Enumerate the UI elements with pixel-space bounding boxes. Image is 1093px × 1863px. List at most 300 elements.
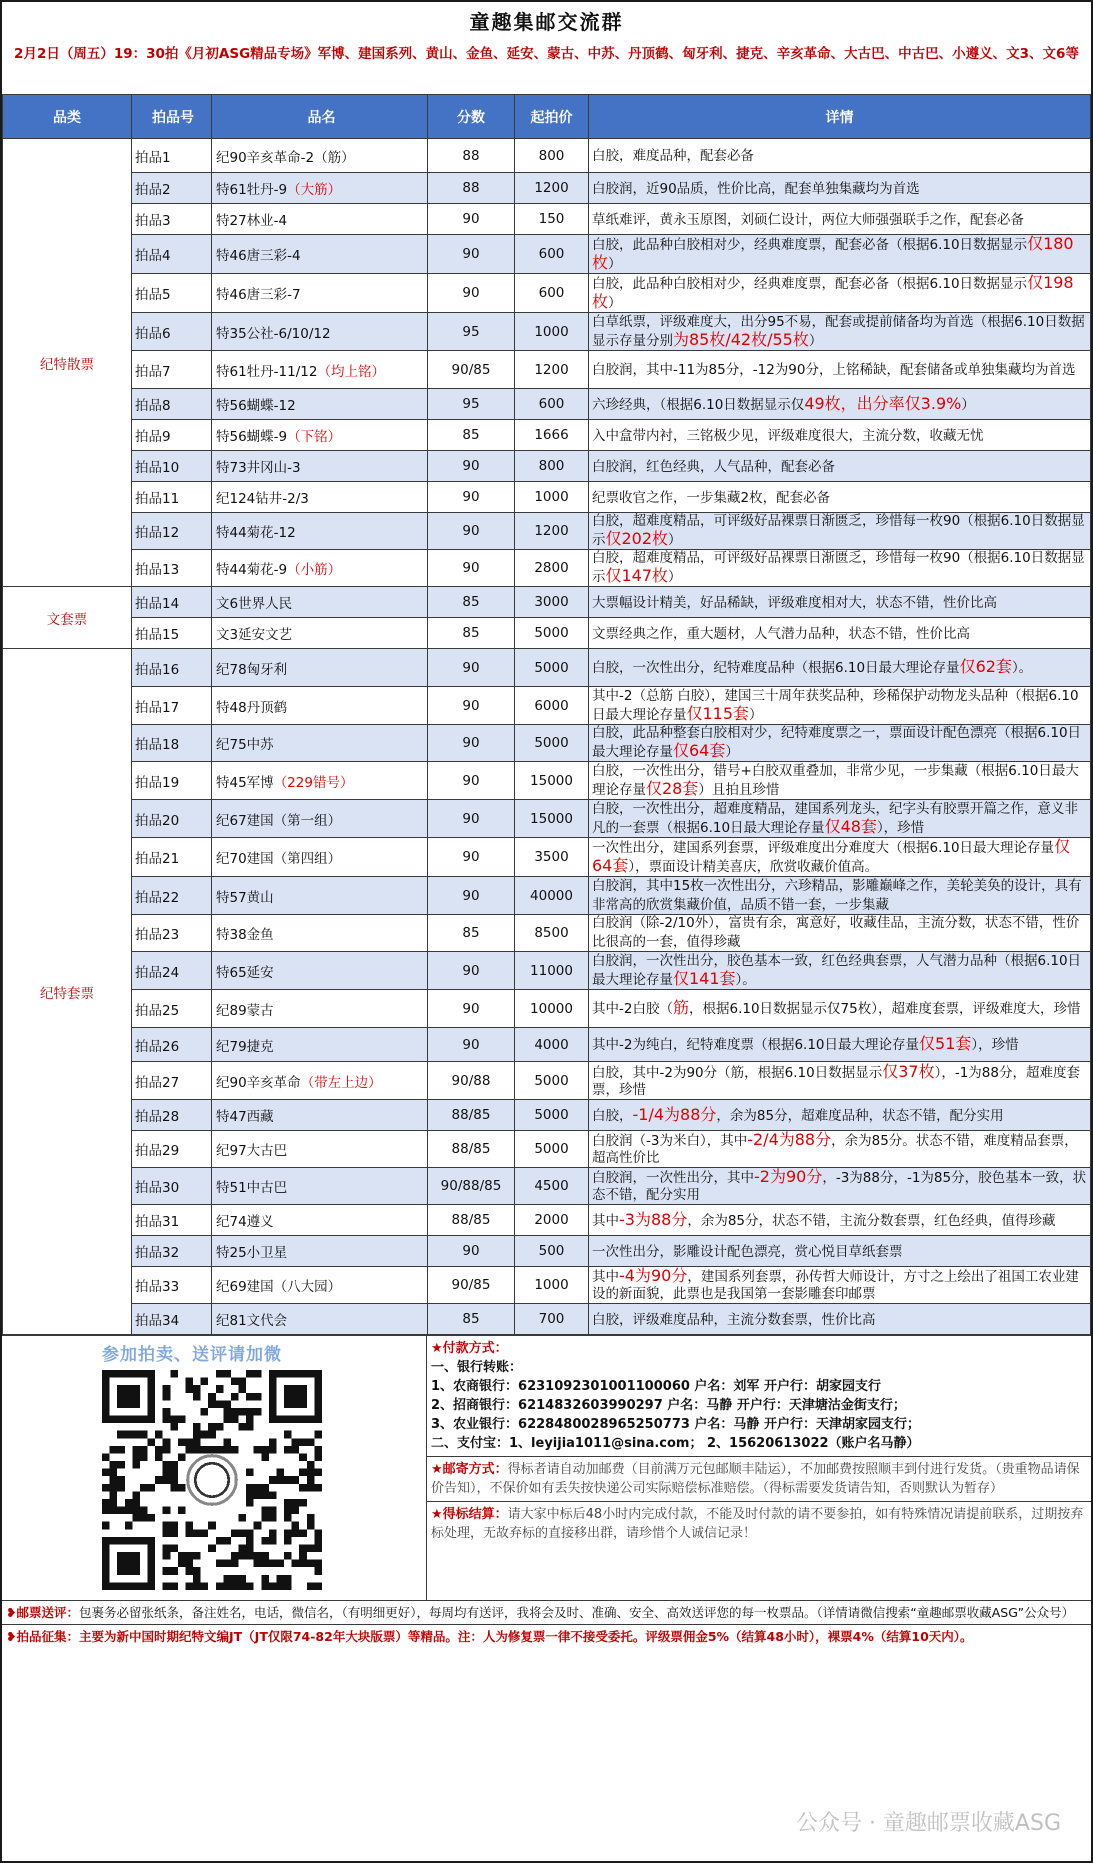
detail-text: 一次性出分，影雕设计配色漂亮，赏心悦目草纸套票: [592, 1243, 903, 1260]
detail-tail: ），珍惜: [971, 1037, 1019, 1053]
detail-tail: ）: [608, 295, 622, 311]
detail-highlight: 仅62套: [959, 657, 1012, 676]
detail-highlight: 筋: [672, 998, 689, 1017]
item-name-text: 特46唐三彩-4: [216, 248, 301, 264]
table-row: [3, 587, 1091, 618]
item-name: [212, 587, 428, 618]
table-row: [3, 1100, 1091, 1131]
detail-tail: ）: [608, 256, 622, 272]
item-name: [212, 1131, 428, 1168]
starting-price: 4000: [515, 1028, 589, 1062]
item-name: [212, 687, 428, 725]
table-row: [3, 513, 1091, 550]
table-row: [3, 725, 1091, 762]
detail-tail: ，余为85分，超难度品种，状态不错，配分实用: [716, 1107, 1004, 1124]
starting-price: 800: [515, 451, 589, 482]
item-score: 90: [428, 482, 515, 513]
lot-number: 拍品5: [132, 274, 212, 313]
detail-highlight: 仅51套: [919, 1034, 972, 1053]
detail-highlight: -4为90分: [619, 1266, 688, 1285]
table-row: [3, 687, 1091, 725]
item-name-text: 特47西藏: [216, 1109, 274, 1125]
item-detail: [589, 877, 1091, 915]
item-name-text: 特27林业-4: [216, 213, 288, 229]
item-score: 88/85: [428, 1205, 515, 1236]
item-name-text: 纪70建国（第四组）: [216, 851, 342, 867]
detail-text: 白草纸票，评级难度大，出分95不易，配套或提前储备均为首选（根据6.10日数据显示存量分别: [592, 313, 1085, 349]
item-name-text: 特38金鱼: [216, 927, 274, 943]
lot-number: 拍品11: [132, 482, 212, 513]
item-detail: [589, 389, 1091, 420]
starting-price: 15000: [515, 800, 589, 838]
detail-highlight: -2/4为88分: [747, 1130, 832, 1149]
detail-tail: ）: [961, 396, 975, 413]
lot-number: 拍品17: [132, 687, 212, 725]
item-name-note: （均上铭）: [317, 363, 385, 380]
qr-caption: 参加拍卖、送评请加微: [102, 1345, 282, 1365]
detail-text: 白胶润，一次性出分，其中: [592, 1170, 754, 1186]
item-name: [212, 274, 428, 313]
payment-line-4: 3、农业银行：6228480028965250773 户名：马静 开户行：天津胡家园支行；: [431, 1417, 920, 1432]
item-name-text: 特56蝴蝶-9: [216, 429, 288, 445]
item-score: 88/85: [428, 1131, 515, 1168]
item-detail: [589, 762, 1091, 800]
detail-tail: ）: [668, 569, 682, 585]
lot-number: 拍品6: [132, 313, 212, 351]
item-name-text: 特65延安: [216, 964, 274, 981]
detail-tail: ），票面设计精美喜庆，欣赏收藏价值高。: [628, 859, 879, 875]
lot-number: 拍品3: [132, 204, 212, 235]
item-score: 85: [428, 915, 515, 952]
detail-tail: ，根据6.10日数据显示仅75枚），超难度套票，评级难度大，珍惜: [688, 1001, 1081, 1017]
item-name-text: 特45军博: [216, 774, 274, 791]
detail-text: 六珍经典，（根据6.10日数据显示仅: [592, 396, 805, 413]
item-name-text: 特57黄山: [216, 889, 274, 906]
starting-price: 5000: [515, 1062, 589, 1100]
collection-heading: ❥拍品征集：: [6, 1629, 79, 1644]
item-detail: [589, 1304, 1091, 1335]
item-detail: [589, 482, 1091, 513]
lot-number: 拍品28: [132, 1100, 212, 1131]
starting-price: 3000: [515, 587, 589, 618]
detail-tail: ）: [749, 706, 763, 723]
starting-price: 800: [515, 139, 589, 173]
detail-tail: ，余为85分。状态不错，难度精品套票，超高性价比: [592, 1133, 1078, 1166]
item-name-text: 纪67建国（第一组）: [216, 812, 342, 829]
item-score: 90: [428, 274, 515, 313]
detail-text: 白胶，此品种白胶相对少，经典难度票，配套必备（根据6.10日数据显示: [592, 276, 1028, 292]
item-detail: [589, 420, 1091, 451]
item-name-text: 特25小卫星: [216, 1245, 288, 1261]
item-name-text: 纪97大古巴: [216, 1143, 288, 1159]
item-name-note: （带左上边）: [300, 1074, 382, 1091]
item-name: [212, 1168, 428, 1205]
detail-highlight: 仅180枚: [592, 234, 1074, 272]
table-row: [3, 1236, 1091, 1267]
detail-text: 白胶，超难度精品，可评级好品裸票日渐匮乏，珍惜每一枚90（根据6.10日数据显示: [592, 513, 1085, 548]
payment-line-2: 1、农商银行：6231092301001100060 户名：刘军 开户行：胡家园支行: [431, 1379, 881, 1394]
detail-text: 白胶润（-3为米白），其中: [592, 1133, 748, 1149]
item-score: 90/85: [428, 351, 515, 389]
table-row: [3, 451, 1091, 482]
item-detail: [589, 550, 1091, 587]
table-row: [3, 1267, 1091, 1304]
item-score: 90: [428, 877, 515, 915]
appraisal-text: 包裹务必留张纸条，备注姓名，电话，微信名，（有明细更好），每周均有送评，我将会及时、准确、安全、高效送评您的每一枚票品。（详情请微信搜索“童趣邮票收藏ASG”公众号）: [78, 1605, 1075, 1620]
lot-number: 拍品23: [132, 915, 212, 952]
detail-highlight: 仅64套: [592, 837, 1071, 875]
starting-price: 1000: [515, 482, 589, 513]
starting-price: 5000: [515, 725, 589, 762]
detail-text: 白胶，: [592, 1107, 633, 1124]
item-name-text: 特46唐三彩-7: [216, 287, 301, 303]
item-score: 85: [428, 420, 515, 451]
detail-tail: ，余为85分，状态不错，主流分数套票，红色经典，值得珍藏: [687, 1212, 1056, 1229]
item-score: 90: [428, 649, 515, 687]
header-lot: 拍品号: [132, 95, 212, 139]
detail-text: 白胶，评级难度品种，主流分数套票，性价比高: [592, 1311, 876, 1328]
item-name: [212, 204, 428, 235]
footer-collection: [2, 1624, 1091, 1648]
settlement-heading: ★得标结算：: [431, 1507, 508, 1522]
detail-text: 其中-2（总筋 白胶），建国三十周年获奖品种，珍稀保护动物龙头品种（根据6.10日最大理论存量: [592, 687, 1079, 723]
detail-tail: ），-1为88分，超难度套票，珍惜: [592, 1064, 1080, 1098]
lot-number: 拍品2: [132, 173, 212, 204]
detail-text: 其中-2为纯白，纪特难度票（根据6.10日最大理论存量: [592, 1037, 920, 1053]
item-score: 88: [428, 139, 515, 173]
detail-text: 白胶润（除-2/10外），富贵有余，寓意好，收藏佳品，主流分数，状态不错，性价比很高的一套，值得珍藏: [592, 915, 1080, 950]
item-name-text: 纪78匈牙利: [216, 661, 288, 678]
table-row: [3, 1168, 1091, 1205]
table-row: [3, 550, 1091, 587]
item-detail: [589, 204, 1091, 235]
detail-highlight: -1/4为88分: [632, 1104, 717, 1124]
table-row: [3, 274, 1091, 313]
item-detail: [589, 173, 1091, 204]
lot-number: 拍品13: [132, 550, 212, 587]
payment-line-1: 一、银行转账：: [431, 1360, 523, 1375]
footer-appraisal: [2, 1600, 1091, 1624]
starting-price: 10000: [515, 990, 589, 1028]
item-detail: [589, 587, 1091, 618]
category-cell-wen-set: 文套票: [3, 587, 132, 649]
detail-highlight: 为85枚/42枚/55枚: [673, 329, 809, 349]
lot-number: 拍品14: [132, 587, 212, 618]
table-row: [3, 1131, 1091, 1168]
starting-price: 1200: [515, 513, 589, 550]
starting-price: 2800: [515, 550, 589, 587]
detail-text: 白胶，其中-2为90分（筋，根据6.10日数据显示: [592, 1064, 883, 1081]
category-cell-ji-te-single: 纪特散票: [3, 139, 132, 587]
auction-subtitle: 2月2日（周五）19：30拍《月初ASG精品专场》军博、建国系列、黄山、金鱼、延安、蒙古、中苏、丹顶鹤、匈牙利、捷克、辛亥革命、大古巴、中古巴、小遵义、文3、文6等: [14, 46, 1079, 62]
category-cell-ji-te-set: 纪特套票: [3, 649, 132, 1335]
item-detail: [589, 649, 1091, 687]
detail-text: 入中盒带内衬，三铭极少见，评级难度很大，主流分数，收藏无忧: [592, 427, 984, 444]
item-name: [212, 952, 428, 990]
table-row: [3, 952, 1091, 990]
item-detail: [589, 1028, 1091, 1062]
detail-text: 白胶，一次性出分，纪特难度品种（根据6.10日最大理论存量: [592, 660, 960, 676]
lot-number: 拍品20: [132, 800, 212, 838]
item-detail: [589, 687, 1091, 725]
item-name: [212, 1236, 428, 1267]
item-detail: [589, 725, 1091, 762]
detail-highlight: 仅48套: [824, 816, 877, 836]
detail-highlight: 仅28套: [646, 778, 699, 798]
qr-area: [2, 1336, 427, 1600]
item-name-text: 纪74遵义: [216, 1214, 274, 1230]
table-row: [3, 351, 1091, 389]
header-price: 起拍价: [515, 95, 589, 139]
header-detail: 详情: [589, 95, 1091, 139]
detail-tail: ）。: [735, 971, 756, 988]
item-score: 90/88: [428, 1062, 515, 1100]
item-name-note: （小筋）: [287, 562, 342, 578]
item-detail: [589, 1205, 1091, 1236]
header-score: 分数: [428, 95, 515, 139]
table-header-row: [3, 95, 1091, 139]
item-detail: [589, 313, 1091, 351]
item-name: [212, 451, 428, 482]
starting-price: 1666: [515, 420, 589, 451]
item-name-text: 特48丹顶鹤: [216, 699, 288, 716]
detail-tail: ）。: [1011, 660, 1033, 676]
item-score: 90: [428, 513, 515, 550]
qr-code-icon[interactable]: [102, 1366, 322, 1594]
lot-number: 拍品27: [132, 1062, 212, 1100]
header-category: 品类: [3, 95, 132, 139]
lot-number: 拍品32: [132, 1236, 212, 1267]
item-detail: [589, 1100, 1091, 1131]
detail-text: 其中: [592, 1212, 619, 1229]
detail-highlight: 仅64套: [673, 741, 726, 760]
detail-text: 白胶润，一次性出分，胶色基本一致，红色经典套票，人气潜力品种（根据6.10日最大理论存量: [592, 952, 1082, 988]
item-score: 95: [428, 313, 515, 351]
starting-price: 5000: [515, 1131, 589, 1168]
detail-text: 白胶润，近90品质，性价比高，配套单独集藏均为首选: [592, 180, 920, 197]
lot-number: 拍品16: [132, 649, 212, 687]
item-score: 90: [428, 725, 515, 762]
item-detail: [589, 1168, 1091, 1205]
detail-highlight: 仅198枚: [592, 273, 1074, 311]
detail-text: 纪票收官之作，一步集藏2枚，配套必备: [592, 489, 831, 506]
detail-highlight: -3为88分: [619, 1209, 688, 1229]
starting-price: 15000: [515, 762, 589, 800]
starting-price: 3500: [515, 838, 589, 877]
starting-price: 600: [515, 389, 589, 420]
detail-tail: ）: [725, 744, 739, 760]
item-name-text: 文3延安文艺: [216, 627, 293, 643]
collection-text: 主要为新中国时期纪特文编JT（JT仅限74-82年大块版票）等精品。注：人为修复票一律不接受委托。评级票佣金5%（结算48小时），裸票4%（结算10天内）。: [78, 1629, 973, 1644]
detail-highlight: 仅37枚: [882, 1061, 935, 1081]
item-name: [212, 649, 428, 687]
item-name-text: 特35公社-6/10/12: [216, 325, 331, 342]
starting-price: 600: [515, 274, 589, 313]
starting-price: 11000: [515, 952, 589, 990]
item-score: 88: [428, 173, 515, 204]
item-name-text: 文6世界人民: [216, 596, 293, 612]
item-score: 90: [428, 800, 515, 838]
item-name: [212, 618, 428, 649]
table-body: [3, 139, 1091, 1335]
detail-text: 白胶润，红色经典，人气品种，配套必备: [592, 458, 835, 475]
item-name: [212, 877, 428, 915]
item-name-text: 特73井冈山-3: [216, 460, 301, 476]
detail-highlight: -2为90分: [754, 1167, 823, 1186]
payment-info: [427, 1336, 1091, 1600]
item-name-text: 特61牡丹-11/12: [216, 363, 318, 380]
detail-tail: ）且拍且珍惜: [698, 781, 780, 798]
starting-price: 1200: [515, 173, 589, 204]
item-name: [212, 420, 428, 451]
table-row: [3, 838, 1091, 877]
lot-number: 拍品12: [132, 513, 212, 550]
item-name: [212, 173, 428, 204]
item-name-text: 纪90辛亥革命-2（筋）: [216, 149, 355, 166]
info-section: [2, 1335, 1091, 1600]
item-score: 90: [428, 1236, 515, 1267]
item-detail: [589, 1236, 1091, 1267]
item-detail: [589, 915, 1091, 952]
table-row: [3, 420, 1091, 451]
item-name-text: 纪89蒙古: [216, 1002, 274, 1019]
item-name-text: 特56蝴蝶-12: [216, 398, 296, 414]
table-row: [3, 800, 1091, 838]
appraisal-heading: ❥邮票送评：: [6, 1605, 79, 1620]
lot-number: 拍品15: [132, 618, 212, 649]
item-name: [212, 139, 428, 173]
item-score: 90: [428, 451, 515, 482]
item-name: [212, 1205, 428, 1236]
detail-text: 白胶，一次性出分，超难度精品，建国系列龙头，纪字头有胶票开篇之作，意义非凡的一套票（根据6.10日最大理论存量: [592, 800, 1078, 836]
item-name-text: 纪124钻井-2/3: [216, 491, 309, 507]
item-name: [212, 1267, 428, 1304]
item-score: 90/85: [428, 1267, 515, 1304]
detail-text: 其中-2白胶（: [592, 1001, 673, 1017]
table-row: [3, 139, 1091, 173]
lot-number: 拍品1: [132, 139, 212, 173]
detail-text: 一次性出分，建国系列套票，评级难度出分难度大（根据6.10日最大理论存量: [592, 840, 1055, 856]
detail-text: 白胶，一次性出分，错号+白胶双重叠加，非常少见，一步集藏（根据6.10日最大理论存量: [592, 762, 1079, 798]
item-detail: [589, 513, 1091, 550]
detail-highlight: 仅141套: [673, 968, 736, 988]
item-detail: [589, 274, 1091, 313]
header-name: 品名: [212, 95, 428, 139]
item-name-text: 纪81文代会: [216, 1313, 288, 1329]
starting-price: 2000: [515, 1205, 589, 1236]
item-score: 90/88/85: [428, 1168, 515, 1205]
item-detail: [589, 1267, 1091, 1304]
item-detail: [589, 1062, 1091, 1100]
starting-price: 1000: [515, 1267, 589, 1304]
item-name: [212, 838, 428, 877]
item-score: 90: [428, 952, 515, 990]
lot-number: 拍品29: [132, 1131, 212, 1168]
lot-number: 拍品21: [132, 838, 212, 877]
detail-text: 白胶润，其中-11为85分，-12为90分，上铭稀缺，配套储备或单独集藏均为首选: [592, 362, 1076, 378]
item-detail: [589, 990, 1091, 1028]
item-name: [212, 800, 428, 838]
starting-price: 600: [515, 235, 589, 274]
item-name-text: 纪90辛亥革命: [216, 1074, 301, 1091]
item-score: 90: [428, 204, 515, 235]
item-name: [212, 1304, 428, 1335]
mailing-heading: ★邮寄方式：: [431, 1462, 508, 1477]
lot-number: 拍品22: [132, 877, 212, 915]
detail-tail: ）: [668, 532, 682, 548]
detail-tail: ）: [808, 332, 823, 349]
item-score: 90: [428, 550, 515, 587]
item-name: [212, 313, 428, 351]
starting-price: 40000: [515, 877, 589, 915]
item-name: [212, 725, 428, 762]
item-detail: [589, 351, 1091, 389]
detail-text: 白胶润，其中15枚一次性出分，六珍精品，影雕巅峰之作，美轮美奂的设计，具有非常高的欣赏集藏价值，品质不错一套，一步集藏: [592, 877, 1082, 913]
lot-number: 拍品4: [132, 235, 212, 274]
item-name-text: 纪79捷克: [216, 1038, 274, 1055]
item-name: [212, 235, 428, 274]
item-name-text: 特61牡丹-9: [216, 182, 288, 198]
item-name: [212, 1028, 428, 1062]
item-name-note: （下铭）: [287, 429, 342, 445]
table-row: [3, 990, 1091, 1028]
starting-price: 4500: [515, 1168, 589, 1205]
lot-number: 拍品26: [132, 1028, 212, 1062]
detail-highlight: 仅202枚: [605, 529, 669, 548]
starting-price: 5000: [515, 618, 589, 649]
item-name: [212, 762, 428, 800]
mailing-text: 得标者请自动加邮费（目前满万元包邮顺丰陆运），不加邮费按照顺丰到付进行发货。（贵重物品请保价告知），不保价如有丢失按快递公司实际赔偿标准赔偿。（得标需要发货请告知，否则默认为暂存）: [431, 1462, 1080, 1496]
starting-price: 1200: [515, 351, 589, 389]
table-row: [3, 915, 1091, 952]
item-name-text: 特51中古巴: [216, 1180, 288, 1196]
detail-highlight: 49枚，出分率仅3.9%: [804, 393, 962, 413]
item-score: 85: [428, 1304, 515, 1335]
starting-price: 5000: [515, 1100, 589, 1131]
mailing-block: [427, 1457, 1091, 1502]
item-detail: [589, 451, 1091, 482]
payment-line-5: 二、支付宝：1、leyijia1011@sina.com； 2、15620613022（账户名马静）: [431, 1436, 920, 1451]
lot-number: 拍品10: [132, 451, 212, 482]
item-name-text: 特44菊花-9: [216, 562, 288, 578]
item-detail: [589, 952, 1091, 990]
detail-text: 白胶，此品种整套白胶相对少，纪特难度票之一，票面设计配色漂亮（根据6.10日最大理论存量: [592, 725, 1082, 760]
detail-text: 白胶，此品种白胶相对少，经典难度票，配套必备（根据6.10日数据显示: [592, 237, 1028, 253]
table-row: [3, 1205, 1091, 1236]
item-name: [212, 351, 428, 389]
item-name: [212, 1062, 428, 1100]
starting-price: 6000: [515, 687, 589, 725]
item-score: 90: [428, 762, 515, 800]
table-row: [3, 762, 1091, 800]
item-name: [212, 513, 428, 550]
detail-text: 草纸难评，黄永玉原图，刘硕仁设计，两位大师强强联手之作，配套必备: [592, 211, 1024, 228]
lot-number: 拍品25: [132, 990, 212, 1028]
lot-number: 拍品31: [132, 1205, 212, 1236]
starting-price: 8500: [515, 915, 589, 952]
item-score: 85: [428, 587, 515, 618]
table-row: [3, 1028, 1091, 1062]
payment-line-3: 2、招商银行：6214832603990297 户名：马静 开户行：天津塘沽金街支行；: [431, 1398, 906, 1413]
item-name-text: 纪69建国（八大园）: [216, 1279, 342, 1295]
item-score: 90: [428, 838, 515, 877]
starting-price: 1000: [515, 313, 589, 351]
table-row: [3, 204, 1091, 235]
payment-heading: ★付款方式：: [431, 1341, 508, 1356]
item-name: [212, 389, 428, 420]
item-detail: [589, 235, 1091, 274]
table-row: [3, 877, 1091, 915]
